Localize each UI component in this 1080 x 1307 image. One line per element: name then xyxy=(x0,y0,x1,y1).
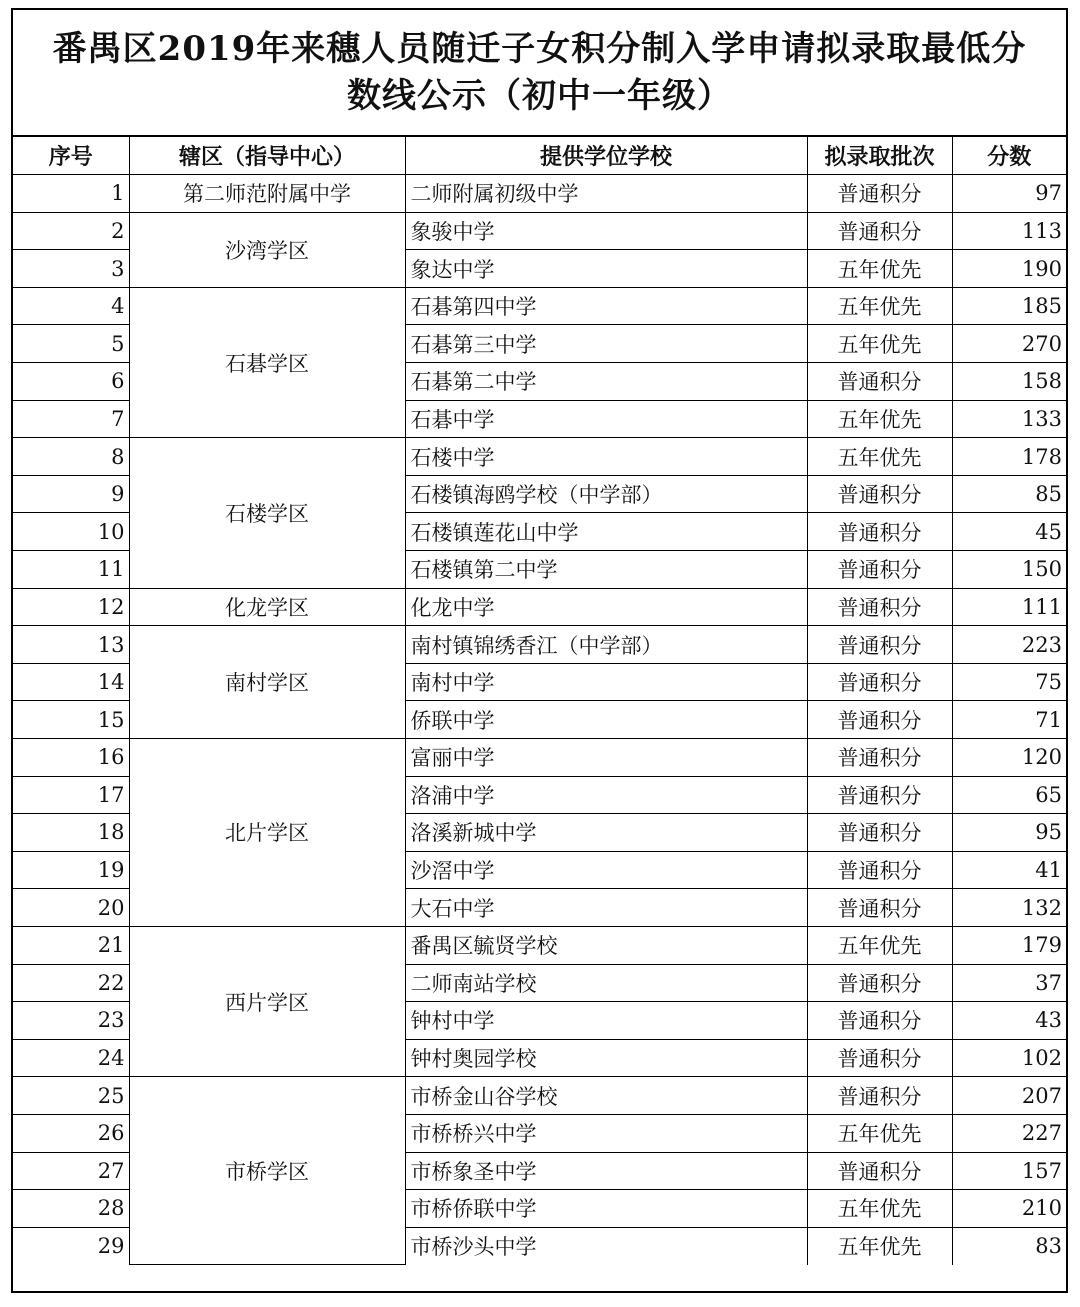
score-cell: 190 xyxy=(952,250,1066,288)
district-cell: 第二师范附属中学 xyxy=(129,175,405,213)
batch-cell: 普通积分 xyxy=(807,776,952,814)
row-number: 24 xyxy=(13,1039,129,1077)
batch-cell: 普通积分 xyxy=(807,964,952,1002)
score-cell: 157 xyxy=(952,1152,1066,1190)
row-number: 1 xyxy=(13,175,129,213)
score-cell: 227 xyxy=(952,1114,1066,1152)
row-number: 20 xyxy=(13,889,129,927)
batch-cell: 五年优先 xyxy=(807,1227,952,1265)
district-cell: 沙湾学区 xyxy=(129,212,405,287)
score-cell: 207 xyxy=(952,1077,1066,1115)
title-line-2: 数线公示（初中一年级） xyxy=(347,75,732,116)
header-batch: 拟录取批次 xyxy=(807,137,952,175)
score-cell: 45 xyxy=(952,513,1066,551)
batch-cell: 普通积分 xyxy=(807,663,952,701)
table-body xyxy=(13,175,1066,1265)
district-cell: 市桥学区 xyxy=(129,1077,405,1265)
page-title xyxy=(13,10,1066,137)
batch-cell: 普通积分 xyxy=(807,588,952,626)
row-number: 19 xyxy=(13,851,129,889)
table-row xyxy=(13,588,1066,626)
batch-cell: 普通积分 xyxy=(807,551,952,589)
row-number: 23 xyxy=(13,1002,129,1040)
school-cell: 象达中学 xyxy=(405,250,807,288)
school-cell: 钟村奥园学校 xyxy=(405,1039,807,1077)
school-cell: 化龙中学 xyxy=(405,588,807,626)
header-school: 提供学位学校 xyxy=(405,137,807,175)
batch-cell: 普通积分 xyxy=(807,1002,952,1040)
table-row xyxy=(13,739,1066,777)
table-row xyxy=(13,626,1066,664)
score-table xyxy=(13,137,1066,1265)
score-cell: 95 xyxy=(952,814,1066,852)
score-cell: 71 xyxy=(952,701,1066,739)
row-number: 17 xyxy=(13,776,129,814)
table-row xyxy=(13,175,1066,213)
school-cell: 象骏中学 xyxy=(405,212,807,250)
table-row xyxy=(13,287,1066,325)
batch-cell: 五年优先 xyxy=(807,926,952,964)
school-cell: 富丽中学 xyxy=(405,739,807,777)
score-cell: 113 xyxy=(952,212,1066,250)
score-cell: 150 xyxy=(952,551,1066,589)
score-cell: 43 xyxy=(952,1002,1066,1040)
row-number: 4 xyxy=(13,287,129,325)
batch-cell: 五年优先 xyxy=(807,1114,952,1152)
score-cell: 37 xyxy=(952,964,1066,1002)
row-number: 18 xyxy=(13,814,129,852)
score-cell: 85 xyxy=(952,475,1066,513)
batch-cell: 普通积分 xyxy=(807,1039,952,1077)
row-number: 28 xyxy=(13,1190,129,1228)
row-number: 11 xyxy=(13,551,129,589)
table-row xyxy=(13,438,1066,476)
school-cell: 市桥象圣中学 xyxy=(405,1152,807,1190)
school-cell: 石碁第二中学 xyxy=(405,363,807,401)
row-number: 3 xyxy=(13,250,129,288)
score-cell: 133 xyxy=(952,400,1066,438)
score-cell: 178 xyxy=(952,438,1066,476)
score-cell: 158 xyxy=(952,363,1066,401)
school-cell: 二师附属初级中学 xyxy=(405,175,807,213)
row-number: 13 xyxy=(13,626,129,664)
batch-cell: 五年优先 xyxy=(807,400,952,438)
score-cell: 111 xyxy=(952,588,1066,626)
batch-cell: 五年优先 xyxy=(807,1190,952,1228)
batch-cell: 普通积分 xyxy=(807,889,952,927)
row-number: 5 xyxy=(13,325,129,363)
row-number: 16 xyxy=(13,739,129,777)
district-cell: 化龙学区 xyxy=(129,588,405,626)
table-header-row xyxy=(13,137,1066,175)
batch-cell: 普通积分 xyxy=(807,1152,952,1190)
school-cell: 番禺区毓贤学校 xyxy=(405,926,807,964)
school-cell: 石楼中学 xyxy=(405,438,807,476)
school-cell: 石碁第三中学 xyxy=(405,325,807,363)
row-number: 27 xyxy=(13,1152,129,1190)
table-row xyxy=(13,926,1066,964)
row-number: 8 xyxy=(13,438,129,476)
school-cell: 钟村中学 xyxy=(405,1002,807,1040)
district-cell: 西片学区 xyxy=(129,926,405,1076)
row-number: 25 xyxy=(13,1077,129,1115)
school-cell: 石楼镇莲花山中学 xyxy=(405,513,807,551)
batch-cell: 普通积分 xyxy=(807,212,952,250)
row-number: 9 xyxy=(13,475,129,513)
school-cell: 南村中学 xyxy=(405,663,807,701)
row-number: 22 xyxy=(13,964,129,1002)
school-cell: 大石中学 xyxy=(405,889,807,927)
school-cell: 石楼镇第二中学 xyxy=(405,551,807,589)
header-score: 分数 xyxy=(952,137,1066,175)
batch-cell: 普通积分 xyxy=(807,475,952,513)
district-cell: 石楼学区 xyxy=(129,438,405,588)
title-line-1: 番禺区2019年来穗人员随迁子女积分制入学申请拟录取最低分 xyxy=(52,28,1027,69)
score-cell: 132 xyxy=(952,889,1066,927)
table-row xyxy=(13,1077,1066,1115)
batch-cell: 普通积分 xyxy=(807,1077,952,1115)
score-cell: 65 xyxy=(952,776,1066,814)
score-cell: 185 xyxy=(952,287,1066,325)
score-cell: 270 xyxy=(952,325,1066,363)
school-cell: 沙滘中学 xyxy=(405,851,807,889)
score-table-sheet xyxy=(11,8,1068,1293)
row-number: 14 xyxy=(13,663,129,701)
school-cell: 二师南站学校 xyxy=(405,964,807,1002)
row-number: 29 xyxy=(13,1227,129,1265)
school-cell: 市桥桥兴中学 xyxy=(405,1114,807,1152)
school-cell: 洛溪新城中学 xyxy=(405,814,807,852)
batch-cell: 普通积分 xyxy=(807,814,952,852)
batch-cell: 五年优先 xyxy=(807,250,952,288)
row-number: 7 xyxy=(13,400,129,438)
header-district: 辖区（指导中心） xyxy=(129,137,405,175)
school-cell: 南村镇锦绣香江（中学部） xyxy=(405,626,807,664)
school-cell: 市桥沙头中学 xyxy=(405,1227,807,1265)
batch-cell: 普通积分 xyxy=(807,175,952,213)
district-cell: 北片学区 xyxy=(129,739,405,927)
district-cell: 石碁学区 xyxy=(129,287,405,437)
row-number: 15 xyxy=(13,701,129,739)
row-number: 2 xyxy=(13,212,129,250)
score-cell: 120 xyxy=(952,739,1066,777)
score-cell: 179 xyxy=(952,926,1066,964)
score-cell: 75 xyxy=(952,663,1066,701)
table-row xyxy=(13,212,1066,250)
school-cell: 石碁第四中学 xyxy=(405,287,807,325)
school-cell: 市桥侨联中学 xyxy=(405,1190,807,1228)
batch-cell: 普通积分 xyxy=(807,739,952,777)
batch-cell: 五年优先 xyxy=(807,325,952,363)
school-cell: 洛浦中学 xyxy=(405,776,807,814)
school-cell: 侨联中学 xyxy=(405,701,807,739)
batch-cell: 五年优先 xyxy=(807,438,952,476)
school-cell: 石楼镇海鸥学校（中学部） xyxy=(405,475,807,513)
district-cell: 南村学区 xyxy=(129,626,405,739)
school-cell: 市桥金山谷学校 xyxy=(405,1077,807,1115)
batch-cell: 普通积分 xyxy=(807,363,952,401)
batch-cell: 普通积分 xyxy=(807,626,952,664)
row-number: 6 xyxy=(13,363,129,401)
batch-cell: 普通积分 xyxy=(807,513,952,551)
score-cell: 223 xyxy=(952,626,1066,664)
score-cell: 97 xyxy=(952,175,1066,213)
row-number: 12 xyxy=(13,588,129,626)
row-number: 26 xyxy=(13,1114,129,1152)
school-cell: 石碁中学 xyxy=(405,400,807,438)
batch-cell: 五年优先 xyxy=(807,287,952,325)
batch-cell: 普通积分 xyxy=(807,701,952,739)
row-number: 21 xyxy=(13,926,129,964)
row-number: 10 xyxy=(13,513,129,551)
score-cell: 41 xyxy=(952,851,1066,889)
batch-cell: 普通积分 xyxy=(807,851,952,889)
header-num: 序号 xyxy=(13,137,129,175)
score-cell: 210 xyxy=(952,1190,1066,1228)
score-cell: 83 xyxy=(952,1227,1066,1265)
score-cell: 102 xyxy=(952,1039,1066,1077)
